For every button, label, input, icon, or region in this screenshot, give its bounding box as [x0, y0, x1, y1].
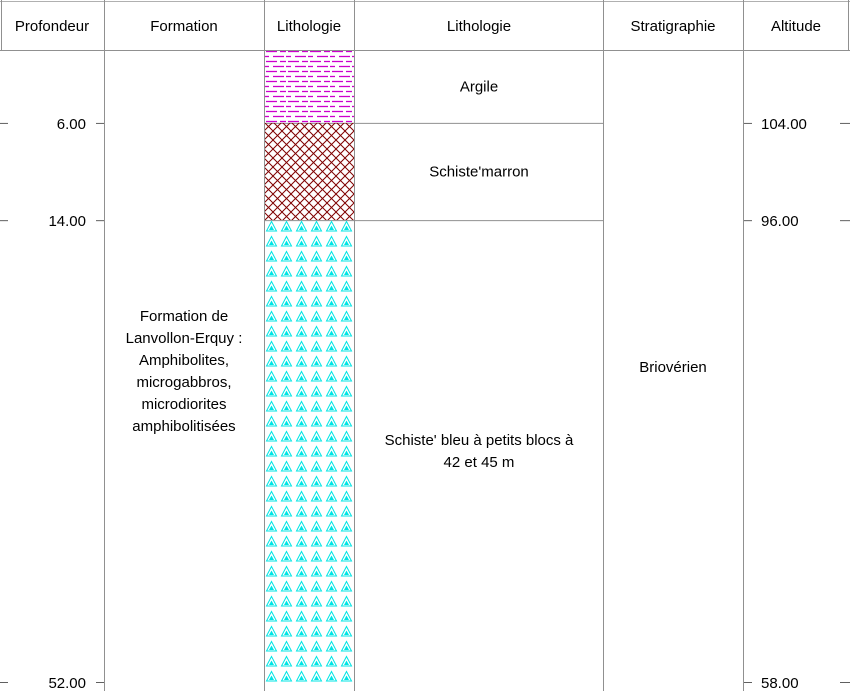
- header-lithology-description: Lithologie: [446, 18, 512, 35]
- header-formation: Formation: [150, 18, 218, 35]
- formation-text-line: Amphibolites,: [138, 352, 230, 369]
- formation-text-line: Lanvollon-Erquy :: [125, 330, 243, 347]
- formation-text-line: microdiorites: [141, 396, 227, 413]
- formation-text-line: amphibolitisées: [132, 418, 236, 435]
- formation-text-line: microgabbros,: [136, 374, 232, 391]
- lithology-fill-crosshatch: [264, 123, 354, 220]
- depth-tick-label: 14.00: [48, 213, 86, 231]
- formation-text-line: Formation de: [139, 308, 229, 325]
- depth-tick-label: 52.00: [48, 675, 86, 691]
- header-lithology-column: Lithologie: [276, 18, 342, 35]
- depth-altitude-ticks: [0, 116, 850, 691]
- altitude-tick-label: 58.00: [761, 675, 799, 691]
- layer-description-line: 42 et 45 m: [443, 454, 515, 472]
- altitude-tick-label: 104.00: [761, 115, 807, 133]
- header-altitude: Altitude: [770, 18, 822, 35]
- header-depth: Profondeur: [14, 18, 90, 35]
- layer-description-line: Schiste'marron: [429, 163, 529, 181]
- stratigraphy-label: Briovérien: [639, 359, 707, 376]
- layer-description-line: Argile: [459, 78, 499, 96]
- layer-description-line: Schiste' bleu à petits blocs à: [384, 432, 574, 450]
- lithology-layers: [264, 50, 603, 682]
- header-stratigraphy: Stratigraphie: [630, 18, 716, 35]
- lithology-fill-clay: [264, 50, 354, 123]
- header-row: [15, 18, 821, 35]
- altitude-tick-label: 96.00: [761, 213, 799, 231]
- lithology-fill-triangles: [264, 220, 354, 682]
- descriptions: [126, 78, 707, 471]
- depth-tick-label: 6.00: [56, 115, 86, 133]
